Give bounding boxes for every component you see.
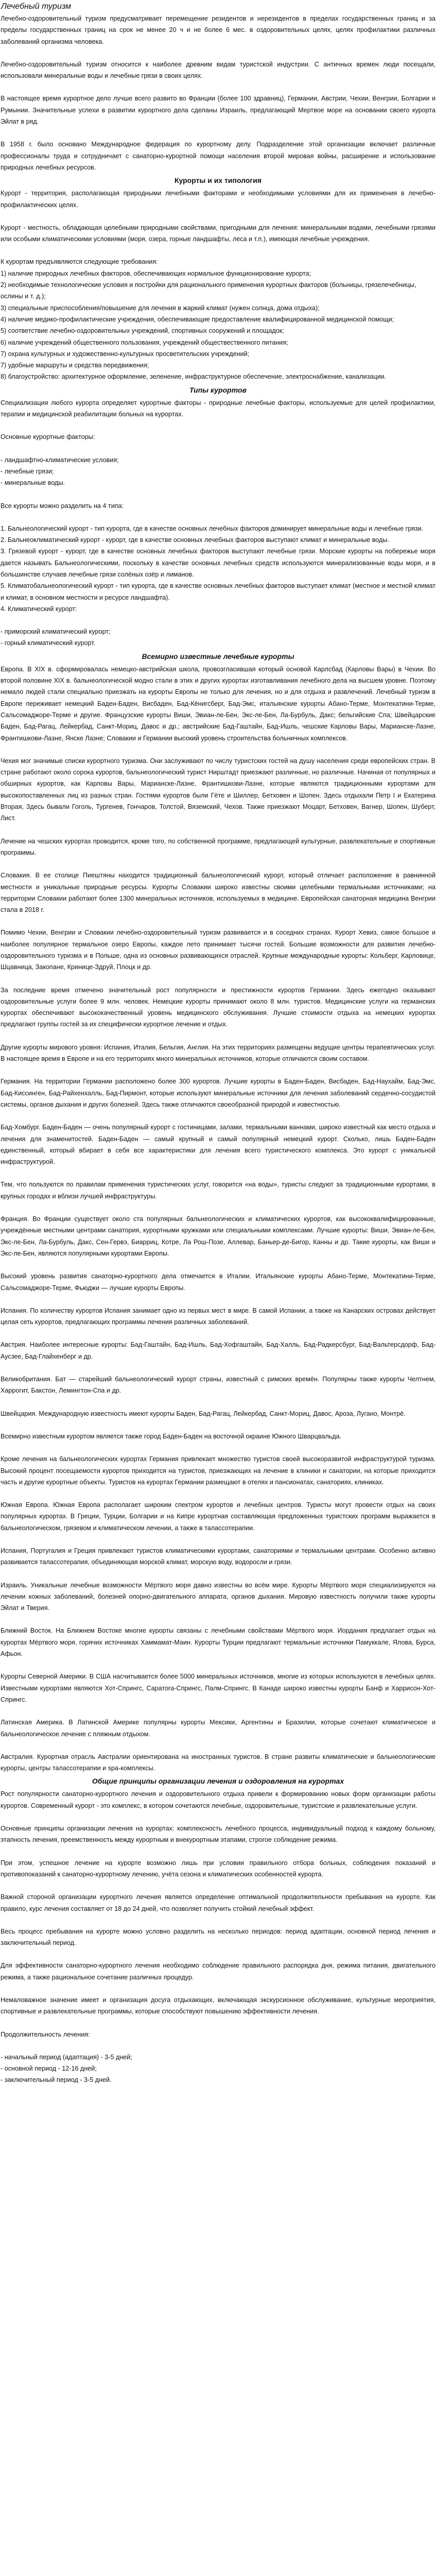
paragraph: Кроме лечения на бальнеологических курортах Германия привлекает множество туристов своей высокоразвитой инфраструктурой туризма. Высокий процент посещаемости курортов приходится на туристов, приезжающих на лечение в клиники и санатории, на которые приходится часть и другие курортные объекты. Туристов на курортах Германии размещают в отелях и пансионатах, санаториях, клиниках. [1, 1455, 435, 1486]
list-item: 2) необходимые технологические условия и постройки для рационального применения курортных факторов (больницы, грязелечебницы, ослины и т. д.); [1, 281, 416, 300]
paragraph: Австралия. Курортная отрасль Австралии ориентирована на иностранных туристов. В стране развиты климатические и бальнеологические курорты, центры талассотерапии и spa-комплексы. [1, 1753, 435, 1772]
paragraph: 4. Климатический курорт: [1, 605, 77, 613]
paragraph: Рост популярности санаторно-курортного лечения и оздоровительного отдыха привели к формированию новых форм организации работы курортов. Современный курорт - это комплекс, в котором сочетаются лечебные, оздоровительные, туристские и развлекательные услуги. [1, 1790, 435, 1809]
list-item: 7) охрана культурных и художественно-культурных просветительских учреждений; [1, 350, 250, 358]
paragraph: Для эффективности санаторно-курортного лечения необходимо соблюдение правильного распорядка дня, режима питания, двигательного режима, а также рациональное сочетание различных процедур. [1, 1962, 435, 1981]
paragraph: Важной стороной организации курортного лечения является определение оптимальной продолжительности пребывания на курорте. Как правило, курс лечения составляет от 18 до 24 дней, что позволяет получить стойкий лечебный эффект. [1, 1893, 435, 1912]
paragraph: Испания, Португалия и Греция привлекают туристов климатическими курортами, санаториями и термальными центрами. Особенно активно развивается талассотерапия, объединяющая морской климат, морскую воду, водоросли и грязи. [1, 1547, 435, 1566]
paragraph: Чехия мог значимые списки курортного туризма. Они заслуживают по числу туристских гостей на душу населения среди европейских стран. В стране работают около сорока курортов, бальнеологический турист Нирштадт приезжают различные, но различные. Начиная от популярных и обширных курортов, как Карловы Вары, Марианске-Лазне, Франтишкови-Лазне, которые являются традиционными курортами для высокопоставленных лиц из разных стран. Гостями курортов были Гёте и Шиллер, Бетховен и Шопен. Здесь отдыхали Петр I и Екатерина Вторая, Здесь бывали Гоголь, Тургенев, Гончаров, Толстой, Вяземский, Чехов. Также приезжают Моцарт, Бетховен, Вагнер, Шопен, Шуберт, Лист. [1, 757, 435, 822]
paragraph: Ближний Восток. На Ближнем Востоке многие курорты связаны с лечебными свойствами Мёртвого моря. Иордания предлагает отдых на курортах Мёртвого моря, горячих источниках Хаммамат-Маин. Курорты Турции предлагают термальные источники Памуккале, Ялова, Бурса, Афьон. [1, 1627, 435, 1658]
list-item: 5) соответствие лечебно-оздоровительных учреждений, спортивных сооружений и площадок; [1, 327, 284, 335]
paragraph: Помимо Чехии, Венгрии и Словакии лечебно-оздоровительный туризм развивается и в соседних странах. Курорт Хевиз, самое большое и наиболее популярное термальное озеро Европы, каждое лето принимает тысячи гостей. Большие возможности для развития лечебно-оздоровительного туризма и в Польше, одна из основных развивающихся отраслей. Крупные международные курорты: Кольберг, Карловице, Шцавница, Закопане, Кринице-Здруй, Плоцк и др. [1, 929, 435, 971]
paragraph: Швейцария. Международную известность имеют курорты Баден, Бад-Рагац, Лейкербад, Санкт-Мориц, Давос, Ароза, Лугано, Монтрё. [1, 1410, 406, 1417]
paragraph: Основные принципы организации лечения на курортах: комплексность лечебного процесса, индивидуальный подход к каждому больному, этапность лечения, преемственность между курортным и внекурортным этапами, строгое соблюдение режима. [1, 1825, 435, 1844]
paragraph: 2. Бальнеоклиматический курорт - курорт, где в качестве основных лечебных факторов выступают климат и минеральные воды. [1, 536, 389, 544]
paragraph: Австрия. Наиболее интересные курорты: Бад-Гаштайн, Бад-Ишль, Бад-Хофгаштайн, Бад-Халль, Бад-Радкерсбург, Бад-Вальтерсдорф, Бад-Аусзее, Бад-Глайхенберг и др. [1, 1341, 435, 1360]
section-heading-principles: Общие принципы организации лечения и оздоровления на курортах [92, 1777, 344, 1786]
paragraph: Другие курорты мирового уровня: Испания, Италия, Бельгия, Англия. На этих территориях размещены ведущие центры терапевтических услуг. В настоящее время в Европе и на его территориях много минеральных источников, которые отличаются своим составом. [1, 1043, 435, 1063]
paragraph: Основные курортные факторы: [1, 433, 95, 441]
paragraph: Продолжительность лечения: [1, 2030, 90, 2038]
list-item: - ландшафтно-климатические условия; [1, 456, 119, 464]
paragraph: Германия. На территории Германии расположено более 300 курортов. Лучшие курорты в Баден-Баден, Висбаден, Бад-Наухайм, Бад-Эмс, Бад-Киссинген, Бад-Райхенхалль, Бад-Пирмонт, которые используют минеральные источники для лечения заболеваний сердечно-сосудистой системы, органов дыхания и других болезней. Здесь также отличаются своеобразной природой и известностью. [1, 1078, 435, 1108]
list-item: 4) наличие медико-профилактические учреждения, обеспечивающие предоставление квалифицированной медицинской помощи; [1, 315, 394, 323]
paragraph: Великобритания. Бат — старейший бальнеологический курорт страны, известный с римских времён. Популярны также курорты Челтнем, Харрогит, Бакстон, Лемингтон-Спа и др. [1, 1376, 435, 1395]
famous-section [0, 664, 436, 1774]
paragraph: В настоящее время курортное дело лучше всего развито во Франции (более 100 здравниц), Германии, Австрии, Чехии, Венгрии, Болгарии и Румынии. Значительные успехи в развитии курортного дела сделаны Израиль, предлагающий Мертвое море на основании своего курорта Эйлат в ряд. [1, 95, 435, 126]
paragraph: За последние время отмечено значительный рост популярности и престижности курортов Германии. Здесь ежегодно оказывают оздоровительные услуги более 9 млн. человек. Немецкие курорты принимают около 8 млн. туристов. Медицинские услуги на германских курортах обеспечивают высококачественный уровень медицинского обслуживания. Лучшие стоимости отдыха на немецких курортах предлагают группы гостей за их специфически курортное лечение и отдых. [1, 986, 435, 1028]
section-heading-resorts: Курорты и их типология [174, 176, 262, 185]
list-item: - приморский климатический курорт; [1, 628, 111, 636]
paragraph: Бад-Хомбург. Баден-Баден — очень популярный курорт с гостиницами, залами, термальными ваннами, широко известный как место отдыха и лечения для знаменитостей. Баден-Баден — самый крупный и самый популярный немецкий курорт. Сколько, лишь Баден-Баден единственный, который вбирает в себя все характеристики для лечения всего туристического комплекса. Это курорт с уникальной инфраструктурой. [1, 1124, 435, 1166]
list-item: - начальный период (адаптация) - 3-5 дней; [1, 2053, 132, 2061]
paragraph: Лечебно-оздоровительный туризм предусматривает перемещение резидентов и нерезидентов в пределах государственных границ и за пределы государственных границ на срок не менее 20 ч и не более 6 мес. в оздоровительных целях, целях профилактики различных заболеваний организма человека. [1, 15, 435, 45]
resorts-section [0, 188, 436, 382]
duration-list [1, 2052, 435, 2086]
paragraph: Курорт - территория, располагающая природными лечебными факторами и необходимыми условиями для их применения в лечебно-профилактических целях. [1, 190, 435, 209]
paragraph: Немаловажное значение имеет и организация досуга отдыхающих, включающая экскурсионное обслуживание, культурные мероприятия, спортивные и развлекательные программы, которые способствуют повышению эффективности лечения. [1, 1996, 435, 2015]
paragraph: Всемирно известным курортом является также город Баден-Баден на восточной окраине Южного Шварцвальда. [1, 1432, 342, 1440]
paragraph: Высокий уровень развития санаторно-курортного дела отмечается в Италии. Итальянские курорты Абано-Терме, Монтекатини-Терме, Сальсомаджоре-Терме, Фьюджи — лучшие курорты Европы. [1, 1273, 435, 1292]
types-section [0, 397, 436, 649]
paragraph: Специализация любого курорта определяет курортные факторы - природные лечебные факторы, используемые для целей профилактики, терапии и медицинской реабилитации больных на курортах. [1, 399, 435, 418]
list-item: 1) наличие природных лечебных факторов, обеспечивающих нормальное функционирование курорта; [1, 269, 311, 277]
paragraph: Все курорты можно разделить на 4 типа: [1, 502, 124, 510]
paragraph: Курорты Северной Америки. В США насчитывается более 5000 минеральных источников, многие из которых используются в лечебных целях. Известными курортами являются Хот-Спрингс, Саратога-Спрингс, Палм-Спрингс. В Канаде широко известны курорты Банф и Харрисон-Хот-Спрингс. [1, 1673, 435, 1703]
paragraph: Франция. Во Франции существует около ста популярных бальнеологических и климатических курортов, как высококвалифицированные, учреждённые местными центрами санатория, курортными кружками или специальными комплексами. Лучшие курорты: Виши, Эвиан-ле-Бен, Экс-ле-Бен, Ла-Бурбуль, Дакс, Сен-Гервэ, Биарриц, Котре, Ла Рош-Позе, Аллевар, Баньер-де-Бигор, Канны и др. Такие курорты, как Виши и Экс-ле-Бен, являются популярными курортами Европы. [1, 1215, 435, 1257]
paragraph: 3. Грязевой курорт - курорт, где в качестве основных лечебных факторов выступают лечебные грязи. Морские курорты на побережье моря дается называть Бальнеологическими, поскольку в качестве основных лечебных средств используются минерализованные воды моря, и в большинстве случаев лечебные грязи солёных озёр и лиманов. [1, 548, 435, 578]
paragraph: Европа. В XIX в. сформировалась немецко-австрийская школа, провозгласившая который основой Карлсбад (Карловы Вары) в Чехии. Во второй половине XIX в. бальнеологической модно стали в этих и других курортах изготавливания лечебного дела на высшем уровне. Поэтому немало людей стали специально приезжать на курорты Европы не только для лечения, но и для отдыха и развлечений. Лечебный туризм в Европе переживает немецкий Баден-Баден, Висбаден, Бад-Кёнигсберг, Бад-Эмс, итальянские курорты Абано-Терме, Монтекатини-Терме, Сальсомаджоре-Терме и другие. Французские курорты Виши, Эвиан-ле-Бен, Экс-ле-Бен, Ла-Бурбуль, Дакс; бельгийские Спа; Швейцарские Баден, Бад-Рагац, Лейкербад, Санкт-Мориц, Давос и др.; австрийские Бад-Гаштайн, Бад-Ишль, чешские Карловы Вары, Марианске-Лазне, Франтишкови-Лазне, Янске Лазне; Словакии и Германии высокий уровень строительства больничных комплексов. [1, 665, 435, 742]
climate-list [1, 626, 435, 649]
paragraph: Лечебно-оздоровительный туризм относится к наиболее древним видам туристской индустрии. С античных времен люди посещали, использовали минеральные воды и лечебные грязи в своих целях. [1, 60, 435, 80]
list-item: 6) наличие учреждений общественного пользования, учреждений обществественного питания; [1, 338, 288, 346]
list-item: - горный климатический курорт. [1, 639, 96, 647]
intro-section [0, 13, 436, 173]
list-item: 8) благоустройство: архитектурное оформление, зеленение, инфраструктурное обеспечение, электроснабжение, канализации. [1, 373, 387, 381]
paragraph: Словакия. В ее столице Пиештяны находится традиционный бальнеологический курорт, который отличает расположение в равнинной местности и уникальные природные ресурсы. Курорты Словакии широко известны своими целебными термальными источниками; на территории Словакии работают более 1300 минеральных источников, используемых в медицине. Европейская санаторная медицина Венгрии стала в 2018 г. [1, 872, 435, 914]
paragraph: В 1958 г. было основано Международное федерация по курортному делу. Подразделение этой организации включает различные профессионалы труда и сотрудничает с санаторно-курортной помощи населения второй мировая войны, расширение и использование природных лечебных ресурсов. [1, 141, 435, 171]
principles-section [0, 1788, 436, 2086]
paragraph: К курортам предъявляются следующие требования: [1, 258, 158, 266]
paragraph: Южная Европа. Южная Европа располагает широким спектром курортов и лечебных центров. Туристы могут провести отдых на своих популярных курортах. В Греции, Турции, Болгарии и на Кипре курортная составляющая предложенных туристских программ выражается в бальнеологическом, грязевом и климатическом лечении, а также в талассотерапии. [1, 1501, 435, 1532]
list-item: - основной период - 12-16 дней; [1, 2065, 97, 2073]
list-item: - заключительный период - 3-5 дней. [1, 2076, 112, 2084]
paragraph: 5. Климатобальнеологический курорт - тип курорта, где в качестве основных лечебных факторов выступает климат (местное и местной климат и климат, в основном местности и ресурсе ландшафта). [1, 582, 435, 601]
page-title: Лечебный туризм [1, 2, 72, 11]
list-item: 3) специальные приспособления/повышение для лечения в жаркий климат (нужен солнца, дома отдыха); [1, 304, 320, 312]
list-item: 7) удобные маршруты и средства передвижения; [1, 362, 149, 369]
factors-list [1, 454, 435, 489]
section-heading-types: Типы курортов [189, 385, 247, 394]
paragraph: Тем, что пользуются по правилам применения туристических услуг, говорится «на воды», туристы следуют за традиционными курортами, в крупных городах и вблизи лучшей инфраструктуры. [1, 1181, 435, 1200]
section-heading-famous: Всемирно известные лечебные курорты [142, 652, 294, 660]
paragraph: Курорт - местность, обладающая целебными природными свойствами, пригодными для лечения: минеральными водами, лечебными грязями или особыми климатическими условиями (моря, озера, горные ландшафты, леса и т.п.), имеющая лечебные учреждения. [1, 224, 435, 243]
paragraph: При этом, успешное лечение на курорте возможно лишь при условии правильного отбора больных, соблюдения показаний и противопоказаний к санаторно-курортному лечению, учёта сезона и климатических особенностей курорта. [1, 1859, 435, 1878]
list-item: - лечебные грязи; [1, 467, 54, 475]
paragraph: Испания. По количеству курортов Испания занимает одно из первых мест в мире. В самой Испании, а также на Канарских островах действует целая сеть курортов, предлагающих программы лечения различных заболеваний. [1, 1307, 435, 1326]
paragraph: Весь процесс пребывания на курорте можно условно разделить на несколько периодов: период адаптации, основной период лечения и заключительный период. [1, 1927, 435, 1947]
paragraph: Израиль. Уникальные лечебные возможности Мёртвого моря давно известны во всём мире. Курорты Мёртвого моря специализируются на лечении кожных заболеваний, болезней опорно-двигательного аппарата, органов дыхания. Мировую известность получили также курорты Эйлат и Тверия. [1, 1581, 435, 1612]
paragraph: Лечение на чешских курортах проводится, кроме того, по собственной программе, предлагающей культурные, развлекательные и спортивные программы. [1, 837, 435, 856]
list-item: - минеральные воды. [1, 479, 65, 487]
paragraph: 1. Бальнеологический курорт - тип курорта, где в качестве основных лечебных факторов доминирует минеральные воды и лечебные грязи. [1, 524, 424, 532]
paragraph: Латинская Америка. В Латинской Америке популярны курорты Мексики, Аргентины и Бразилии, которые сочетают климатическое и бальнеологическое лечение с пляжным отдыхом. [1, 1719, 435, 1738]
requirements-list [1, 268, 435, 383]
